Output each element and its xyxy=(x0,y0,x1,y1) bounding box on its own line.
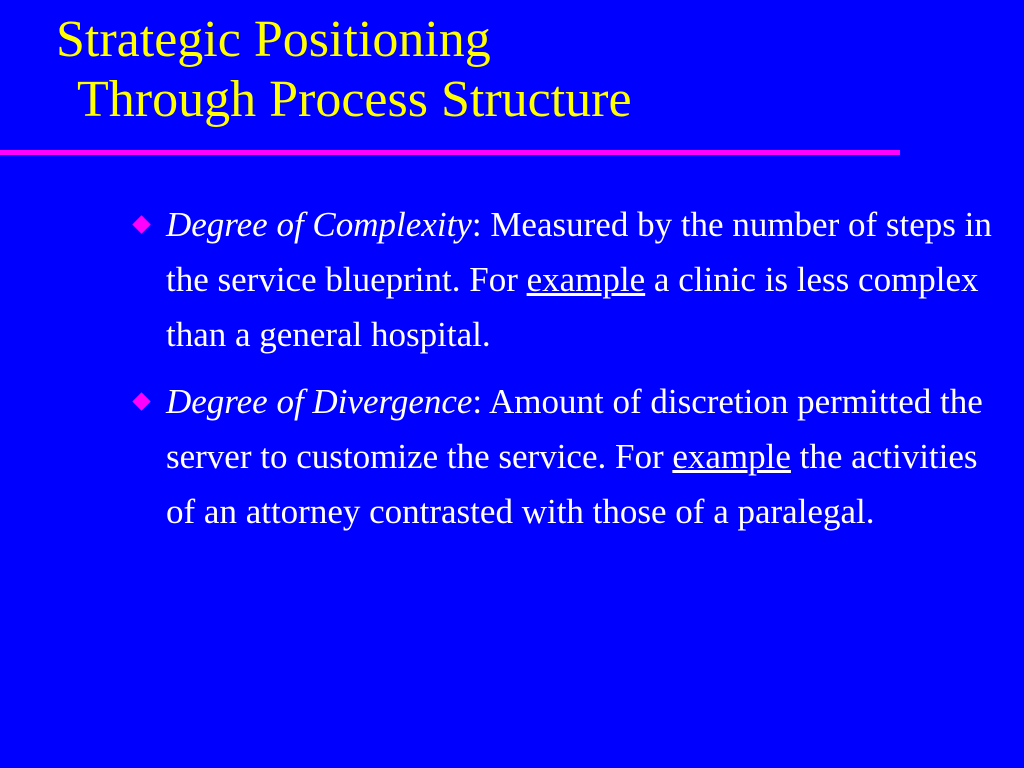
bullet-divergence xyxy=(128,374,1008,539)
bullet-text-end: the activities of an attorney contrasted with those of a paralegal. xyxy=(166,437,978,531)
term-separator: : xyxy=(472,382,489,421)
title-line-2: Through Process Structure xyxy=(77,71,632,128)
title-line-1: Strategic Positioning xyxy=(56,11,491,68)
term-separator: : xyxy=(471,205,491,244)
bullet-list xyxy=(128,197,1008,551)
bullet-text: Measured by the number of steps in the service blueprint. For xyxy=(166,205,992,299)
bullet-text-end: a clinic is less complex than a general hospital. xyxy=(166,260,979,354)
title-divider xyxy=(0,150,900,155)
diamond-bullet-icon xyxy=(132,215,150,233)
term-complexity: Degree of Complexity xyxy=(166,205,472,244)
bullet-complexity xyxy=(128,197,1008,362)
term-divergence: Degree of Divergence xyxy=(166,382,473,421)
slide-title xyxy=(56,10,632,130)
example-link[interactable]: example xyxy=(526,260,646,299)
bullet-text: Amount of discretion permitted the server to customize the service. For xyxy=(166,382,983,476)
diamond-bullet-icon xyxy=(132,392,150,410)
example-link[interactable]: example xyxy=(672,437,791,476)
